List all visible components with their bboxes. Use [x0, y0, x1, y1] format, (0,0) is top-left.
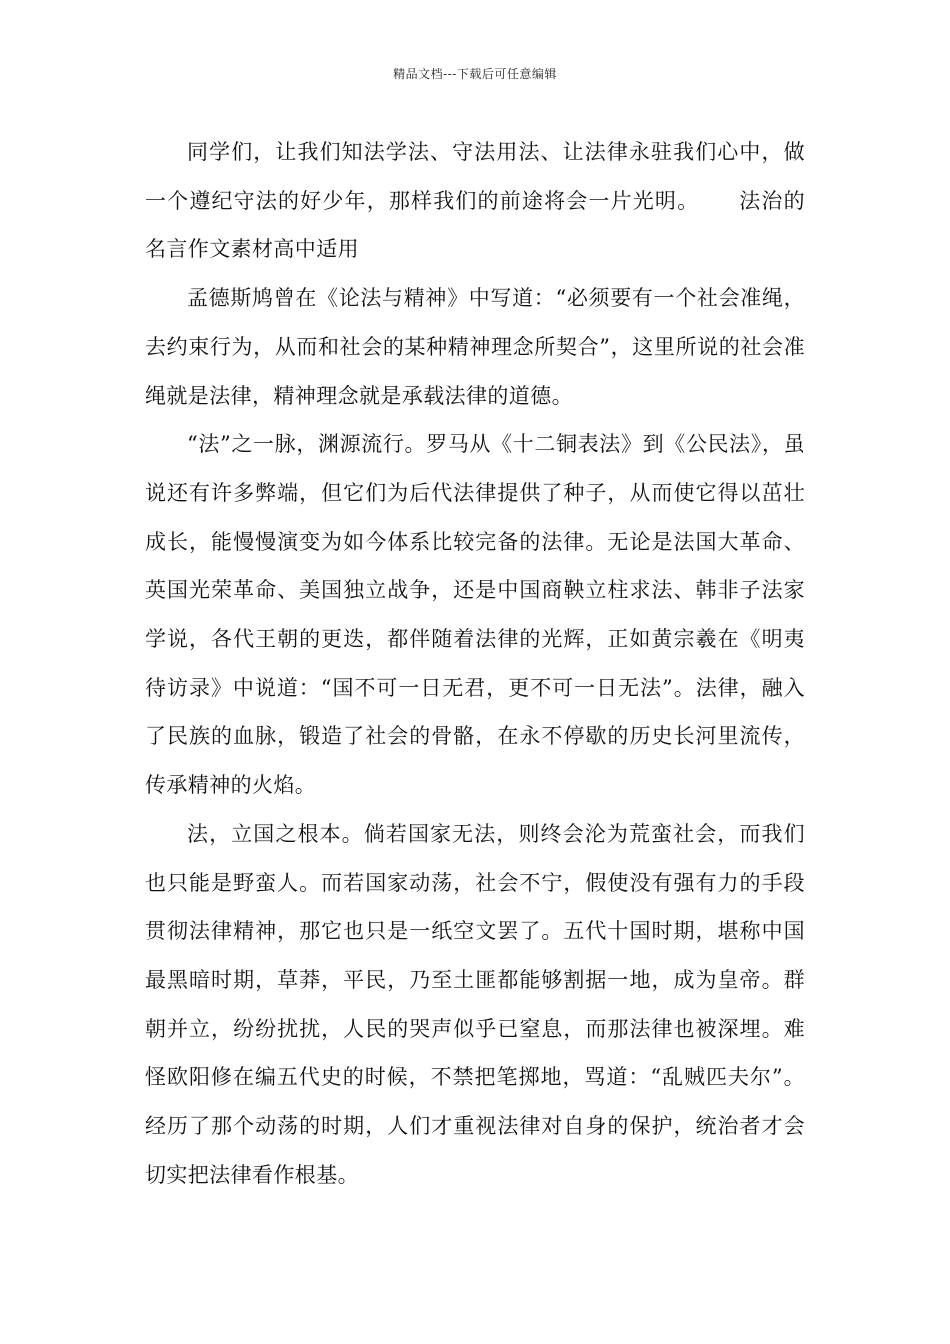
document-body [145, 128, 805, 1199]
paragraph-1-tail: 法治的名言作文素材高中适用 [145, 188, 806, 262]
paragraph-3: “法”之一脉，渊源流行。罗马从《十二铜表法》到《公民法》，虽说还有许多弊端，但它们为后代法律提供了种子，从而使它得以茁壮成长，能慢慢演变为如今体系比较完备的法律。无论是法国大革命、英国光荣革命、美国独立战争，还是中国商鞅立柱求法、韩非子法家学说，各代王朝的更迭，都伴随着法律的光辉，正如黄宗羲在《明夷待访录》中说道：“国不可一日无君，更不可一日无法”。法律，融入了民族的血脉，锻造了社会的骨骼，在永不停歇的历史长河里流传，传承精神的火焰。 [145, 432, 805, 798]
paragraph-1 [145, 128, 805, 274]
page-header: 精品文档---下载后可任意编辑 [393, 67, 557, 81]
paragraph-1-text: 同学们，让我们知法学法、守法用法、让法律永驻我们心中，做一个遵纪守法的好少年，那样我们的前途将会一片光明。 [145, 140, 805, 213]
paragraph-4: 法，立国之根本。倘若国家无法，则终会沦为荒蛮社会，而我们也只能是野蛮人。而若国家动荡，社会不宁，假使没有强有力的手段贯彻法律精神，那它也只是一纸空文罢了。五代十国时期，堪称中国最黑暗时期，草莽，平民，乃至土匪都能够割据一地，成为皇帝。群朝并立，纷纷扰扰，人民的哭声似乎已窒息，而那法律也被深埋。难怪欧阳修在编五代史的时候，不禁把笔掷地，骂道：“乱贼匹夫尔”。经历了那个动荡的时期，人们才重视法律对自身的保护，统治者才会切实把法律看作根基。 [145, 821, 805, 1187]
paragraph-2: 孟德斯鸠曾在《论法与精神》中写道：“必须要有一个社会准绳，去约束行为，从而和社会的某种精神理念所契合”，这里所说的社会准绳就是法律，精神理念就是承载法律的道德。 [145, 286, 805, 408]
